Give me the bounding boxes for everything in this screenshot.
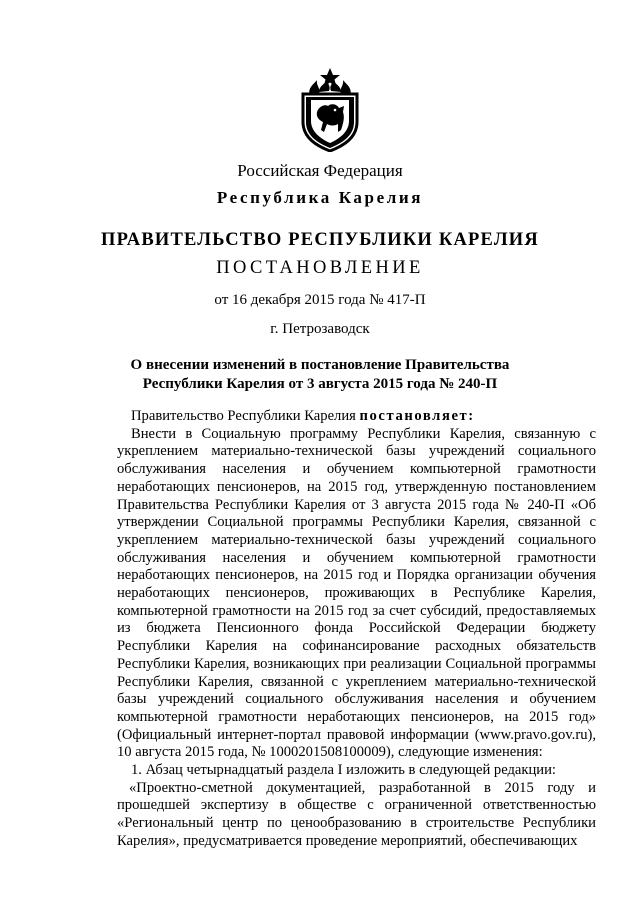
- government-title: ПРАВИТЕЛЬСТВО РЕСПУБЛИКИ КАРЕЛИЯ: [101, 230, 539, 250]
- coat-of-arms-icon: [297, 66, 363, 152]
- star-icon: [320, 68, 340, 87]
- subject-line-2: Республики Карелия от 3 августа 2015 года № 240-П: [142, 376, 498, 392]
- preamble-keyword: постановляет:: [359, 408, 475, 424]
- decree-subject: [0, 356, 640, 394]
- country-name: Российская Федерация: [237, 161, 403, 180]
- paragraph-1: Внести в Социальную программу Республики Карелия, связанную с укреплением материально-технической базы учреждений социального обслуживания населения и обучением компьютерной грамотности неработающих пенсионеров, на 2015 год, утвержденную постановлением Правительства Республики Карелия от 3 августа 2015 года № 240-П «Об утверждении Социальной программы Республики Карелия, связанной с укреплением материально-технической базы учреждений социального обслуживания населения и обучением компьютерной грамотности неработающих пенсионеров, на 2015 год и Порядка организации обучения неработающих пенсионеров, проживающих в Республике Карелия, компьютерной грамотности на 2015 год за счет субсидий, предоставляемых из бюджета Пенсионного фонда Российской Федерации бюджету Республики Карелия на софинансирование расходных обязательств Республики Карелия, возникающих при реализации Социальной программы Республики Карелия, связанной с укреплением материально-технической базы учреждений социального обслуживания населения и обучением компьютерной грамотности неработающих пенсионеров, на 2015 год» (Официальный интернет-портал правовой информации (www.pravo.gov.ru), 10 августа 2015 года, № 1000201508100009), следующие изменения:: [117, 425, 596, 761]
- city-name: г. Петрозаводск: [270, 321, 370, 337]
- republic-name: Республика Карелия: [216, 188, 424, 207]
- paragraph-2: 1. Абзац четырнадцатый раздела I изложить в следующей редакции:: [131, 762, 556, 779]
- preamble: [117, 408, 596, 426]
- decree-body: [117, 408, 596, 851]
- preamble-text: Правительство Республики Карелия: [131, 408, 360, 424]
- paragraph-3: «Проектно-сметной документацией, разработанной в 2015 году и прошедшей экспертизу в обществе с ограниченной ответственностью «Региональный центр по ценообразованию в строительстве Республики Карелия», предусматривается проведение мероприятий, обеспечивающих: [117, 779, 596, 849]
- decree-date: от 16 декабря 2015 года № 417-П: [214, 292, 426, 308]
- subject-line-1: О внесении изменений в постановление Правительства: [130, 357, 510, 373]
- document-type: ПОСТАНОВЛЕНИЕ: [216, 258, 424, 278]
